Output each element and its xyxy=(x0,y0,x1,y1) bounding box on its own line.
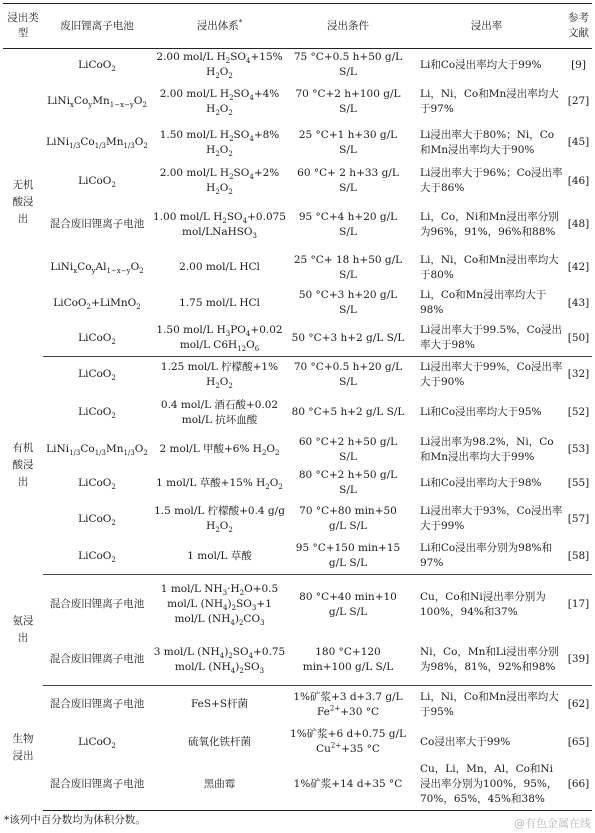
battery-cell: $LiNi_xCo_yMn_{1-x-y}O_2$ xyxy=(47,95,147,110)
rate-cell: Li，Ni，Co和Mn浸出率均大于97% xyxy=(420,87,559,115)
table-row xyxy=(3,122,592,163)
conditions-cell: 25 °C+1 h+30 g/L S/L xyxy=(298,128,398,156)
ref-cell: [55] xyxy=(567,476,590,489)
rate-cell: Li浸出率大于80%；Ni，Co和Mn浸出率均大于90% xyxy=(420,128,555,156)
system-cell: FeS+S杆菌 xyxy=(190,698,249,711)
battery-cell: 混合废旧锂离子电池 xyxy=(43,635,151,685)
table-row xyxy=(3,285,592,321)
battery-cell: LiCoO$_2$ xyxy=(78,58,116,73)
conditions-cell: 1%矿浆+14 d+35 °C xyxy=(288,760,408,810)
rate-cell: Ni，Co，Mn和Li浸出率分别为98%，81%，92%和98% xyxy=(408,635,565,685)
ref-cell: [48] xyxy=(567,218,590,230)
rate-cell: Li，Ni，Co和Mn浸出率均大于80% xyxy=(420,253,559,281)
conditions-cell: 25 °C+ 18 h+50 g/L S/L xyxy=(293,253,403,281)
rate-cell: Li，Co和Mn浸出率均大于98% xyxy=(420,289,547,316)
rate-cell: Cu，Co和Ni浸出率分别为100%，94%和37% xyxy=(420,590,546,618)
battery-cell: LiCoO$_2$ xyxy=(78,406,116,421)
system-cell: 2.00 mol/L $H_2SO_4+4\%$ $H_2O_2$ xyxy=(159,87,280,117)
system-cell: 3 mol/L $(NH_4)_2SO_4+0.75$ mol/L $(NH_4)_2SO_3$ xyxy=(151,635,288,685)
system-cell: 1.25 mol/L 柠檬酸+1% $H_2O_2$ xyxy=(160,360,279,390)
table-row xyxy=(3,393,592,432)
system-cell: 黑曲霉 xyxy=(151,760,288,810)
conditions-cell: 70 °C+2 h+100 g/L S/L xyxy=(295,87,401,115)
category-cell: 生物 浸出 xyxy=(12,732,34,762)
rate-cell: Li浸出率大于93%，Co浸出率大于99% xyxy=(420,505,563,532)
rate-cell: Li，Ni，Co和Mn浸出率均大于95% xyxy=(420,690,559,718)
battery-cell: LiCoO$_2$+LiMnO$_2$ xyxy=(53,296,141,311)
battery-cell: LiCoO$_2$ xyxy=(78,174,116,189)
ref-cell: [45] xyxy=(567,136,590,148)
header-battery: 废旧锂离子电池 xyxy=(43,4,151,49)
system-cell: 1 mol/L $NH_3\cdot H_2O+0.5$ mol/L $(NH_4)_2SO_3+1$ mol/L $(NH_4)_2CO_3$ xyxy=(160,583,279,628)
battery-cell: 混合废旧锂离子电池 xyxy=(49,698,145,711)
conditions-cell: 70 °C+80 min+50 g/L S/L xyxy=(299,505,397,532)
system-cell: 2 mol/L 甲酸+6% $H_2O_2$ xyxy=(159,443,280,458)
header-ref: 参考文献 xyxy=(565,4,592,49)
conditions-cell: 95 °C+150 min+15 g/L S/L xyxy=(288,539,408,574)
rate-cell: Li浸出率大于96%；Co浸出率大于86% xyxy=(420,167,563,194)
leaching-table xyxy=(3,3,592,811)
table-row xyxy=(3,499,592,539)
header-rate: 浸出率 xyxy=(408,4,565,49)
rate-cell: Li和Co浸出率分别为98%和97% xyxy=(408,539,565,574)
system-cell: 硫氧化铁杆菌 xyxy=(188,735,251,748)
ref-cell: [58] xyxy=(565,539,592,574)
conditions-cell: 80 °C+40 min+10 g/L S/L xyxy=(299,590,397,618)
ref-cell: [52] xyxy=(567,406,590,418)
system-cell: 2.00 mol/L HCl xyxy=(179,261,260,273)
table-row xyxy=(3,724,592,760)
category-cell: 无机 酸浸 出 xyxy=(12,179,34,225)
conditions-cell: 1%矿浆+3 d+3.7 g/L $Fe^{2+}+30$ °C xyxy=(293,690,403,718)
conditions-cell: 1%矿浆+6 d+0.75 g/L $Cu^{2+}+35$ °C xyxy=(290,728,406,755)
header-row xyxy=(3,4,592,49)
system-cell: 1.50 mol/L $H_3PO_4+0.02$ mol/L $C6H_{12}O_6$ xyxy=(151,321,288,356)
conditions-cell: 75 °C+0.5 h+50 g/L S/L xyxy=(293,51,403,78)
system-cell: 2.00 mol/L $H_2SO_4+2\%$ $H_2O_2$ xyxy=(159,167,280,197)
system-cell: 1 mol/L 草酸 xyxy=(151,539,288,574)
conditions-cell: 80 °C+5 h+2 g/L S/L xyxy=(291,406,405,418)
table-body xyxy=(3,49,592,811)
table-row xyxy=(3,250,592,285)
footnote: *该列中百分数均为体积分数。 xyxy=(4,814,146,826)
ref-cell: [46] xyxy=(567,174,590,187)
table-row xyxy=(3,321,592,356)
rate-cell: Li和Co浸出率均大于98% xyxy=(420,476,542,489)
rate-cell: Li浸出率大于99%，Co浸出率大于90% xyxy=(420,360,563,388)
system-cell: 1.5 mol/L 柠檬酸+0.4 g/g $H_2O_2$ xyxy=(154,505,285,535)
ref-cell: [62] xyxy=(567,698,590,711)
battery-cell: LiCoO$_2$ xyxy=(78,476,116,491)
ref-cell: [57] xyxy=(567,512,590,525)
header-conditions: 浸出条件 xyxy=(288,4,408,49)
table-row xyxy=(3,635,592,685)
system-cell: 2.00 mol/L $H_2SO_4+15\%$ $H_2O_2$ xyxy=(156,51,283,81)
system-cell: 1.00 mol/L $H_2SO_4+0.075$ mol/LNaHSO$_3$ xyxy=(153,210,286,240)
rate-cell: Co浸出率大于99% xyxy=(420,735,511,748)
battery-cell: 混合废旧锂离子电池 xyxy=(49,598,145,611)
conditions-cell: 60 °C+ 2 h+33 g/L S/L xyxy=(297,167,399,194)
battery-cell: LiCoO$_2$ xyxy=(43,539,151,574)
battery-cell: LiCoO$_2$ xyxy=(43,321,151,356)
rate-cell: Li浸出率大于99.5%，Co浸出率大于98% xyxy=(408,321,565,356)
rate-cell: Li，Co，Ni和Mn浸出率分别为96%，91%，96%和88% xyxy=(420,210,559,238)
ref-cell: [66] xyxy=(565,760,592,810)
table-row xyxy=(3,685,592,724)
battery-cell: $LiNi_{1/3}Co_{1/3}Mn_{1/3}O_2$ xyxy=(46,443,148,458)
category-cell: 有机 酸浸 出 xyxy=(12,441,34,488)
conditions-cell: 95 °C+4 h+20 g/L S/L xyxy=(298,210,398,238)
rate-cell: Li和Co浸出率均大于95% xyxy=(420,406,542,418)
ref-cell: [65] xyxy=(567,735,590,748)
conditions-cell: 60 °C+2 h+50 g/L S/L xyxy=(298,435,398,463)
table-row xyxy=(3,539,592,574)
ref-cell: [27] xyxy=(567,95,590,107)
table-row xyxy=(3,163,592,199)
rate-cell: Cu，Li，Mn，Al，Co和Ni浸出率分别为100%，95%，70%，65%，45%和38% xyxy=(408,760,565,810)
battery-cell: $LiNi_xCo_yAl_{1-x-y}O_2$ xyxy=(50,261,144,276)
conditions-cell: 50 °C+3 h+2 g/L S/L xyxy=(288,321,408,356)
header-category: 浸出类型 xyxy=(3,4,43,49)
table-row xyxy=(3,49,592,82)
battery-cell: LiCoO$_2$ xyxy=(78,368,116,383)
ref-cell: [32] xyxy=(567,368,590,381)
conditions-cell: 70 °C+0.5 h+20 g/L S/L xyxy=(293,360,403,388)
battery-cell: 混合废旧锂离子电池 xyxy=(43,760,151,810)
ref-cell: [39] xyxy=(565,635,592,685)
ref-cell: [43] xyxy=(567,296,590,309)
header-system: 浸出体系* xyxy=(151,4,288,49)
table-row xyxy=(3,760,592,810)
conditions-cell: 180 °C+120 min+100 g/L S/L xyxy=(288,635,408,685)
table-row xyxy=(3,574,592,635)
table-row xyxy=(3,356,592,393)
ref-cell: [9] xyxy=(571,58,586,71)
conditions-cell: 50 °C+3 h+20 g/L S/L xyxy=(298,289,398,316)
ref-cell: [50] xyxy=(565,321,592,356)
table-row xyxy=(3,467,592,499)
category-cell: 氨浸 出 xyxy=(12,614,34,644)
rate-cell: Li浸出率为98.2%，Ni，Co和Mn浸出率均大于99% xyxy=(420,435,554,463)
ref-cell: [17] xyxy=(567,598,590,611)
battery-cell: LiCoO$_2$ xyxy=(78,512,116,527)
ref-cell: [53] xyxy=(567,443,590,455)
table-row xyxy=(3,199,592,250)
conditions-cell: 80 °C+2 h+50 g/L S/L xyxy=(298,469,398,496)
system-cell: 1.50 mol/L $H_2SO_4+8\%$ $H_2O_2$ xyxy=(159,128,280,158)
watermark: @有色金属在线 xyxy=(514,817,591,830)
battery-cell: LiCoO$_2$ xyxy=(78,735,116,750)
table-row xyxy=(3,432,592,467)
system-cell: 0.4 mol/L 酒石酸+0.02 mol/L 抗坏血酸 xyxy=(160,398,279,426)
system-cell: 1 mol/L 草酸+15% $H_2O_2$ xyxy=(156,476,283,491)
system-cell: 1.75 mol/L HCl xyxy=(179,296,260,309)
battery-cell: 混合废旧锂离子电池 xyxy=(49,218,145,230)
table-row xyxy=(3,81,592,122)
battery-cell: $LiNi_{1/3}Co_{1/3}Mn_{1/3}O_2$ xyxy=(46,136,148,151)
ref-cell: [42] xyxy=(567,261,590,273)
rate-cell: Li和Co浸出率均大于99% xyxy=(420,58,542,71)
